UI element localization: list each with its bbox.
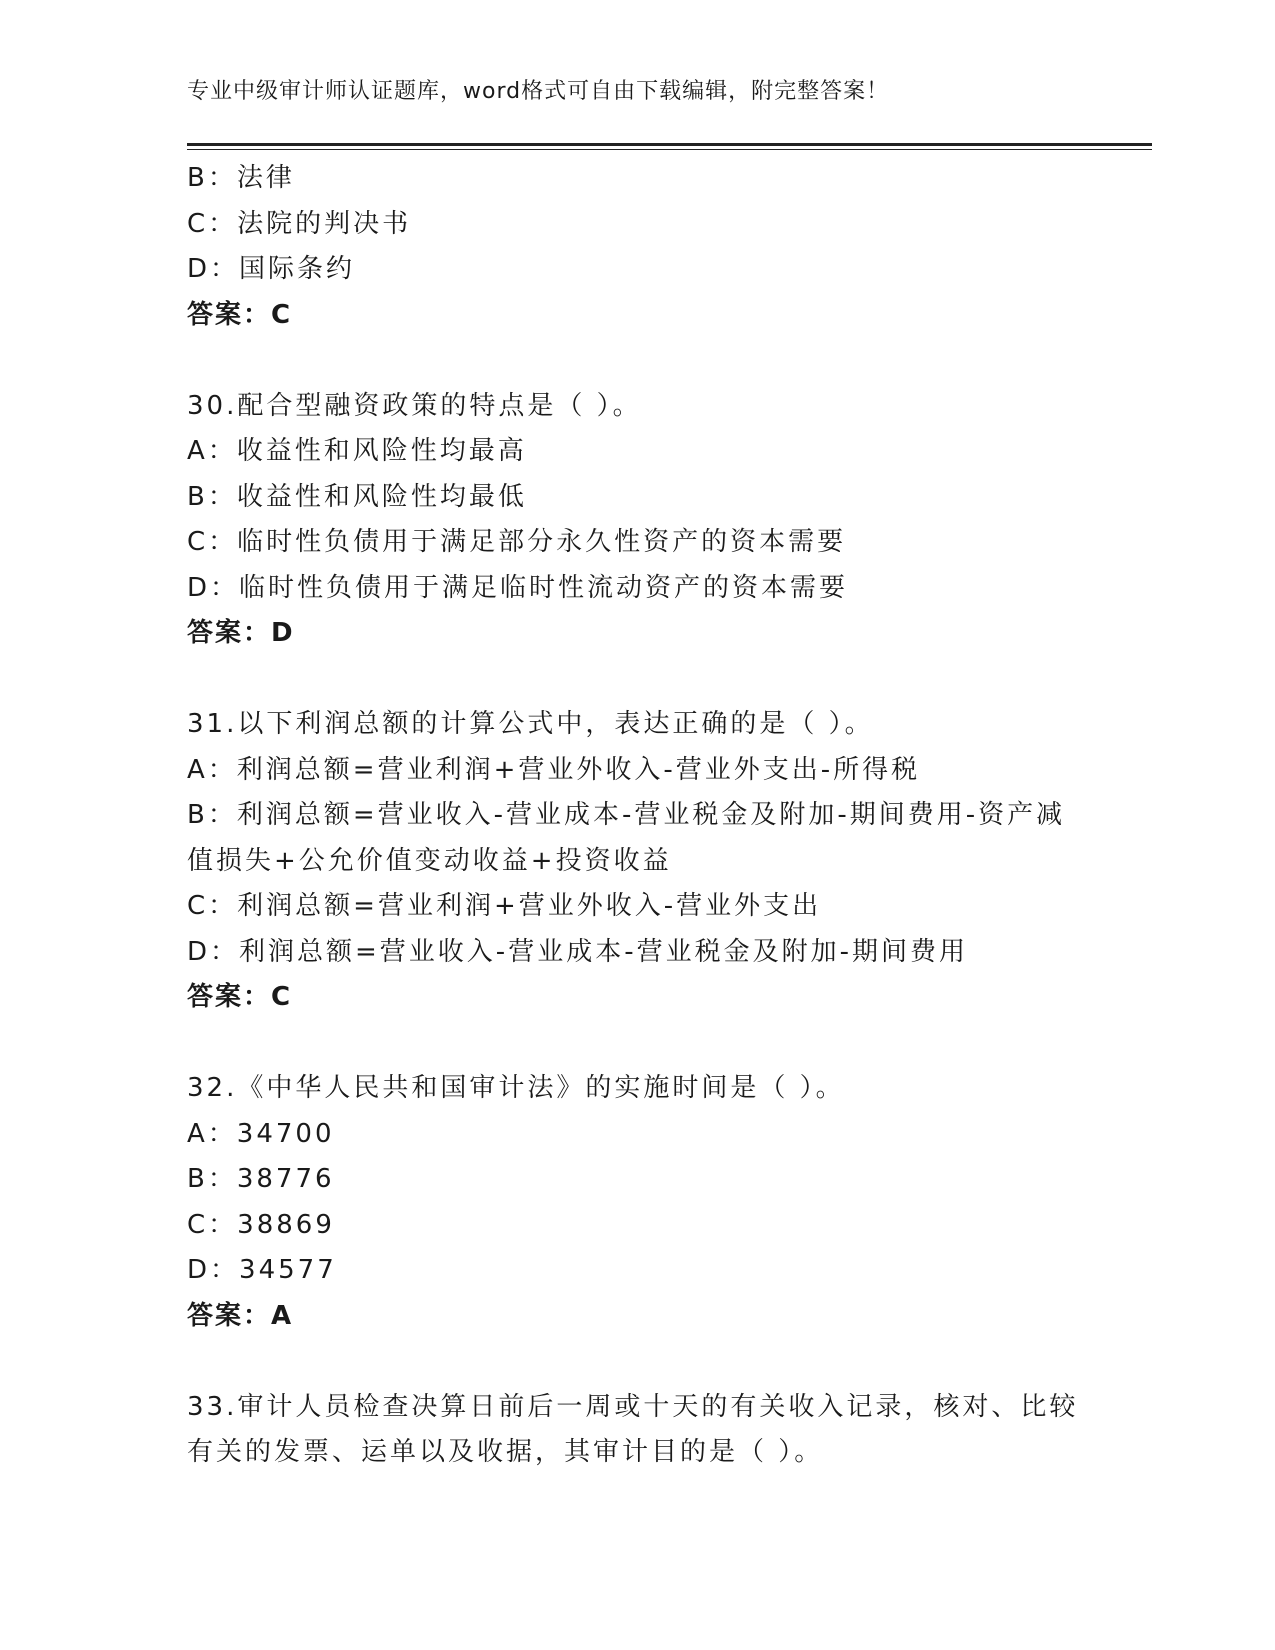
header-rule-thin [187,149,1152,150]
q32-option-d: D：34577 [187,1255,337,1285]
q31-stem: 31.以下利润总额的计算公式中，表达正确的是（ ）。 [187,709,874,739]
q32-option-a: A：34700 [187,1118,335,1149]
q29-option-c: C：法院的判决书 [187,208,412,239]
q30-option-b: B：收益性和风险性均最低 [187,481,527,512]
q29-option-b: B：法律 [187,163,295,193]
q31-option-b-line2: 值损失+公允价值变动收益+投资收益 [187,845,672,876]
q29-answer: 答案：C [187,299,293,330]
q30-option-d: D：临时性负债用于满足临时性流动资产的资本需要 [187,572,849,603]
q32-option-c: C：38869 [187,1209,335,1240]
q31-option-c: C：利润总额=营业利润+营业外收入-营业外支出 [187,891,822,921]
q31-option-d: D：利润总额=营业收入-营业成本-营业税金及附加-期间费用 [187,936,968,967]
q31-option-b-line1: B：利润总额=营业收入-营业成本-营业税金及附加-期间费用-资产减 [187,800,1066,830]
q30-stem: 30.配合型融资政策的特点是（ ）。 [187,390,642,421]
q31-option-a: A：利润总额=营业利润+营业外收入-营业外支出-所得税 [187,754,921,785]
question-content [187,156,1087,1476]
q32-stem: 32.《中华人民共和国审计法》的实施时间是（ ）。 [187,1073,845,1103]
page-header: 专业中级审计师认证题库，word格式可自由下载编辑，附完整答案！ [187,79,890,104]
spacer [187,657,1087,703]
spacer [187,1021,1087,1067]
spacer [187,1339,1087,1385]
q30-option-a: A：收益性和风险性均最高 [187,436,527,466]
header-rule-thick [187,143,1152,146]
spacer [187,338,1087,384]
q31-answer: 答案：C [187,982,293,1012]
q32-option-b: B：38776 [187,1164,335,1194]
q33-stem-line2: 有关的发票、运单以及收据，其审计目的是（ ）。 [187,1437,824,1467]
q32-answer: 答案：A [187,1300,294,1331]
q30-answer: 答案：D [187,618,295,648]
q33-stem-line1: 33.审计人员检查决算日前后一周或十天的有关收入记录，核对、比较 [187,1391,1079,1422]
q29-option-d: D：国际条约 [187,254,356,284]
q30-option-c: C：临时性负债用于满足部分永久性资产的资本需要 [187,527,847,557]
